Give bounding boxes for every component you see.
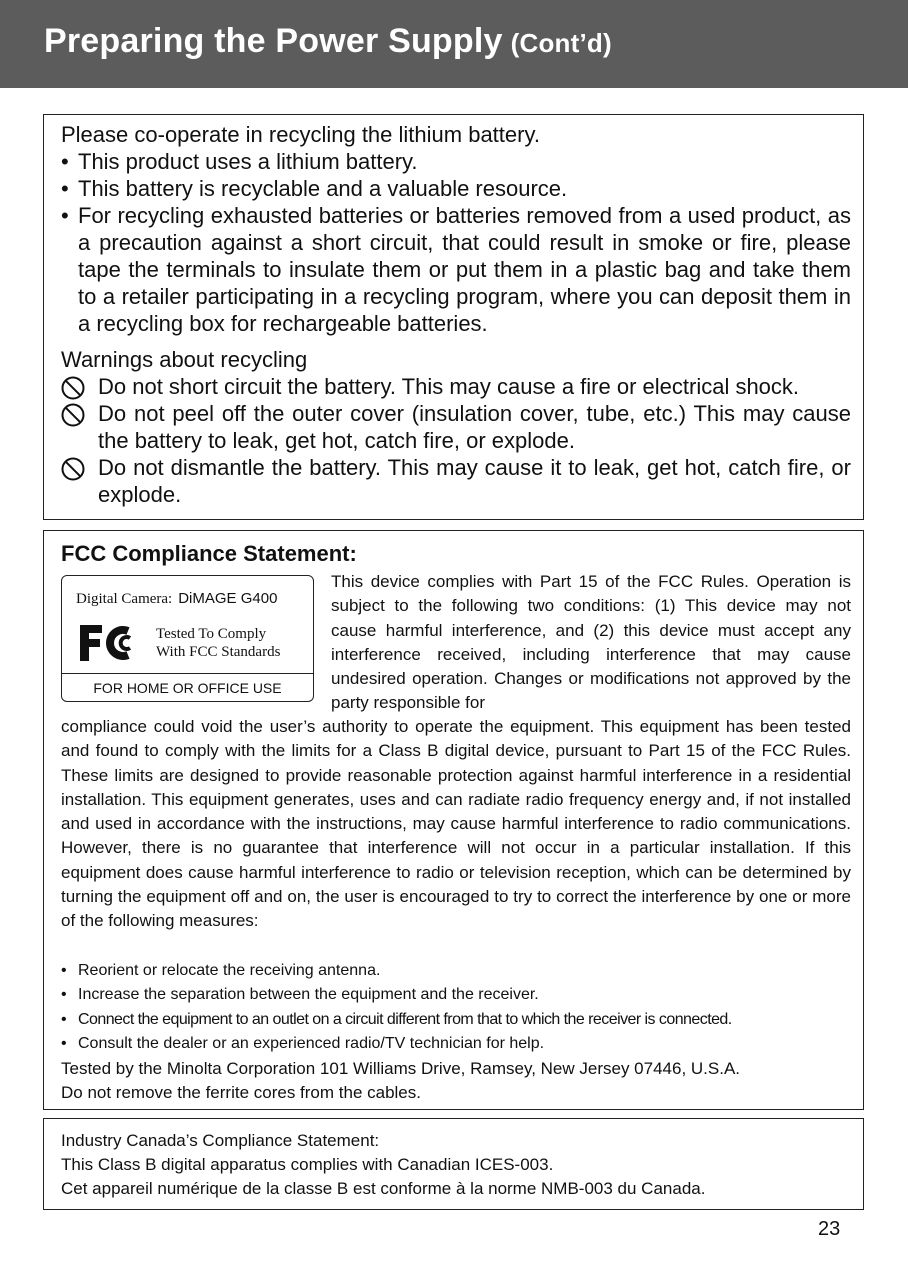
label-tested — [156, 625, 280, 661]
fcc-measures — [61, 959, 851, 1056]
page-header — [0, 0, 908, 88]
fcc-logo-icon — [78, 623, 138, 663]
ic-line-english: This Class B digital apparatus complies with Canadian ICES-003. — [61, 1155, 554, 1174]
fcc-intro: This device complies with Part 15 of the FCC Rules. Operation is subject to the following two conditions: (1) This device may not cause harmful interference, and (2) this device must accept any interference received, including interference that may cause undesired operation. Changes or modifications not approved by the party responsible for — [331, 572, 851, 713]
industry-canada-box — [43, 1118, 864, 1210]
fcc-tested-by — [61, 1057, 851, 1106]
page-title-subtitle: (Cont’d) — [510, 28, 612, 58]
recycling-list — [61, 148, 851, 337]
fcc-body: compliance could void the user’s authority to operate the equipment. This equipment has been tested and found to comply with the limits for a Class B digital device, pursuant to Part 15 of the FCC Rules. These limits are designed to provide reasonable protection against harmful interference in a residential installation. This equipment generates, uses and can radiate radio frequency energy and, if not installed and used in accordance with the instructions, may cause harmful interference to radio communications. However, there is no guarantee that interference will not occur in a particular installation. If this equipment does cause harmful interference to radio or television reception, which can be determined by turning the equipment off and on, the user is encouraged to try to correct the interference by one or more of the following measures: — [61, 717, 851, 931]
label-tested-line: With FCC Standards — [156, 644, 281, 660]
warning-item — [61, 400, 851, 454]
label-model-prefix: Digital Camera: — [76, 591, 173, 607]
prohibited-icon — [61, 457, 85, 481]
recycling-title: Please co-operate in recycling the lithium battery. — [61, 122, 540, 147]
fcc-label — [61, 575, 314, 702]
label-model-name: DiMAGE G400 — [178, 590, 278, 607]
recycling-box — [43, 114, 864, 520]
fcc-measure-item: • Increase the separation between the equipment and the receiver. — [61, 983, 851, 1007]
ic-title: Industry Canada’s Compliance Statement: — [61, 1131, 380, 1150]
page-title — [44, 24, 612, 58]
warning-text: Do not short circuit the battery. This may cause a fire or electrical shock. — [98, 374, 800, 399]
label-usage: FOR HOME OR OFFICE USE — [93, 680, 282, 696]
warnings-list — [61, 373, 851, 508]
prohibited-icon — [61, 376, 85, 400]
fcc-measure-item: • Connect the equipment to an outlet on a circuit different from that to which the receiver is connected. — [61, 1008, 851, 1032]
fcc-tested-by-line: Tested by the Minolta Corporation 101 Williams Drive, Ramsey, New Jersey 07446, U.S.A. — [61, 1059, 741, 1078]
recycling-item: • For recycling exhausted batteries or batteries removed from a used product, as a precaution against a short circuit, that could result in smoke or fire, please tape the terminals to insulate them or put them in a plastic bag and take them to a retailer participating in a recycling program, where you can deposit them in a recycling box for rechargeable batteries. — [61, 202, 851, 337]
label-tested-line: Tested To Comply — [156, 626, 267, 642]
warning-item — [61, 373, 851, 400]
recycling-item: • This battery is recyclable and a valuable resource. — [61, 175, 851, 202]
recycling-item: • This product uses a lithium battery. — [61, 148, 851, 175]
label-divider — [62, 673, 313, 674]
label-model — [76, 590, 277, 608]
fcc-ferrite-note: Do not remove the ferrite cores from the cables. — [61, 1083, 421, 1103]
page-title-main: Preparing the Power Supply — [44, 22, 503, 60]
prohibited-icon — [61, 403, 85, 427]
warning-text: Do not dismantle the battery. This may cause it to leak, get hot, catch fire, or explode. — [98, 455, 851, 507]
warning-text: Do not peel off the outer cover (insulation cover, tube, etc.) This may cause the battery to leak, get hot, catch fire, or explode. — [98, 401, 851, 453]
page-number: 23 — [818, 1218, 841, 1240]
ic-line-french: Cet appareil numérique de la classe B est conforme à la norme NMB-003 du Canada. — [61, 1179, 706, 1198]
warning-item — [61, 454, 851, 508]
fcc-title: FCC Compliance Statement: — [61, 541, 357, 566]
fcc-box — [43, 530, 864, 1110]
fcc-measure-item: • Reorient or relocate the receiving antenna. — [61, 959, 851, 983]
fcc-measure-item: • Consult the dealer or an experienced radio/TV technician for help. — [61, 1032, 851, 1056]
warnings-title: Warnings about recycling — [61, 347, 308, 372]
